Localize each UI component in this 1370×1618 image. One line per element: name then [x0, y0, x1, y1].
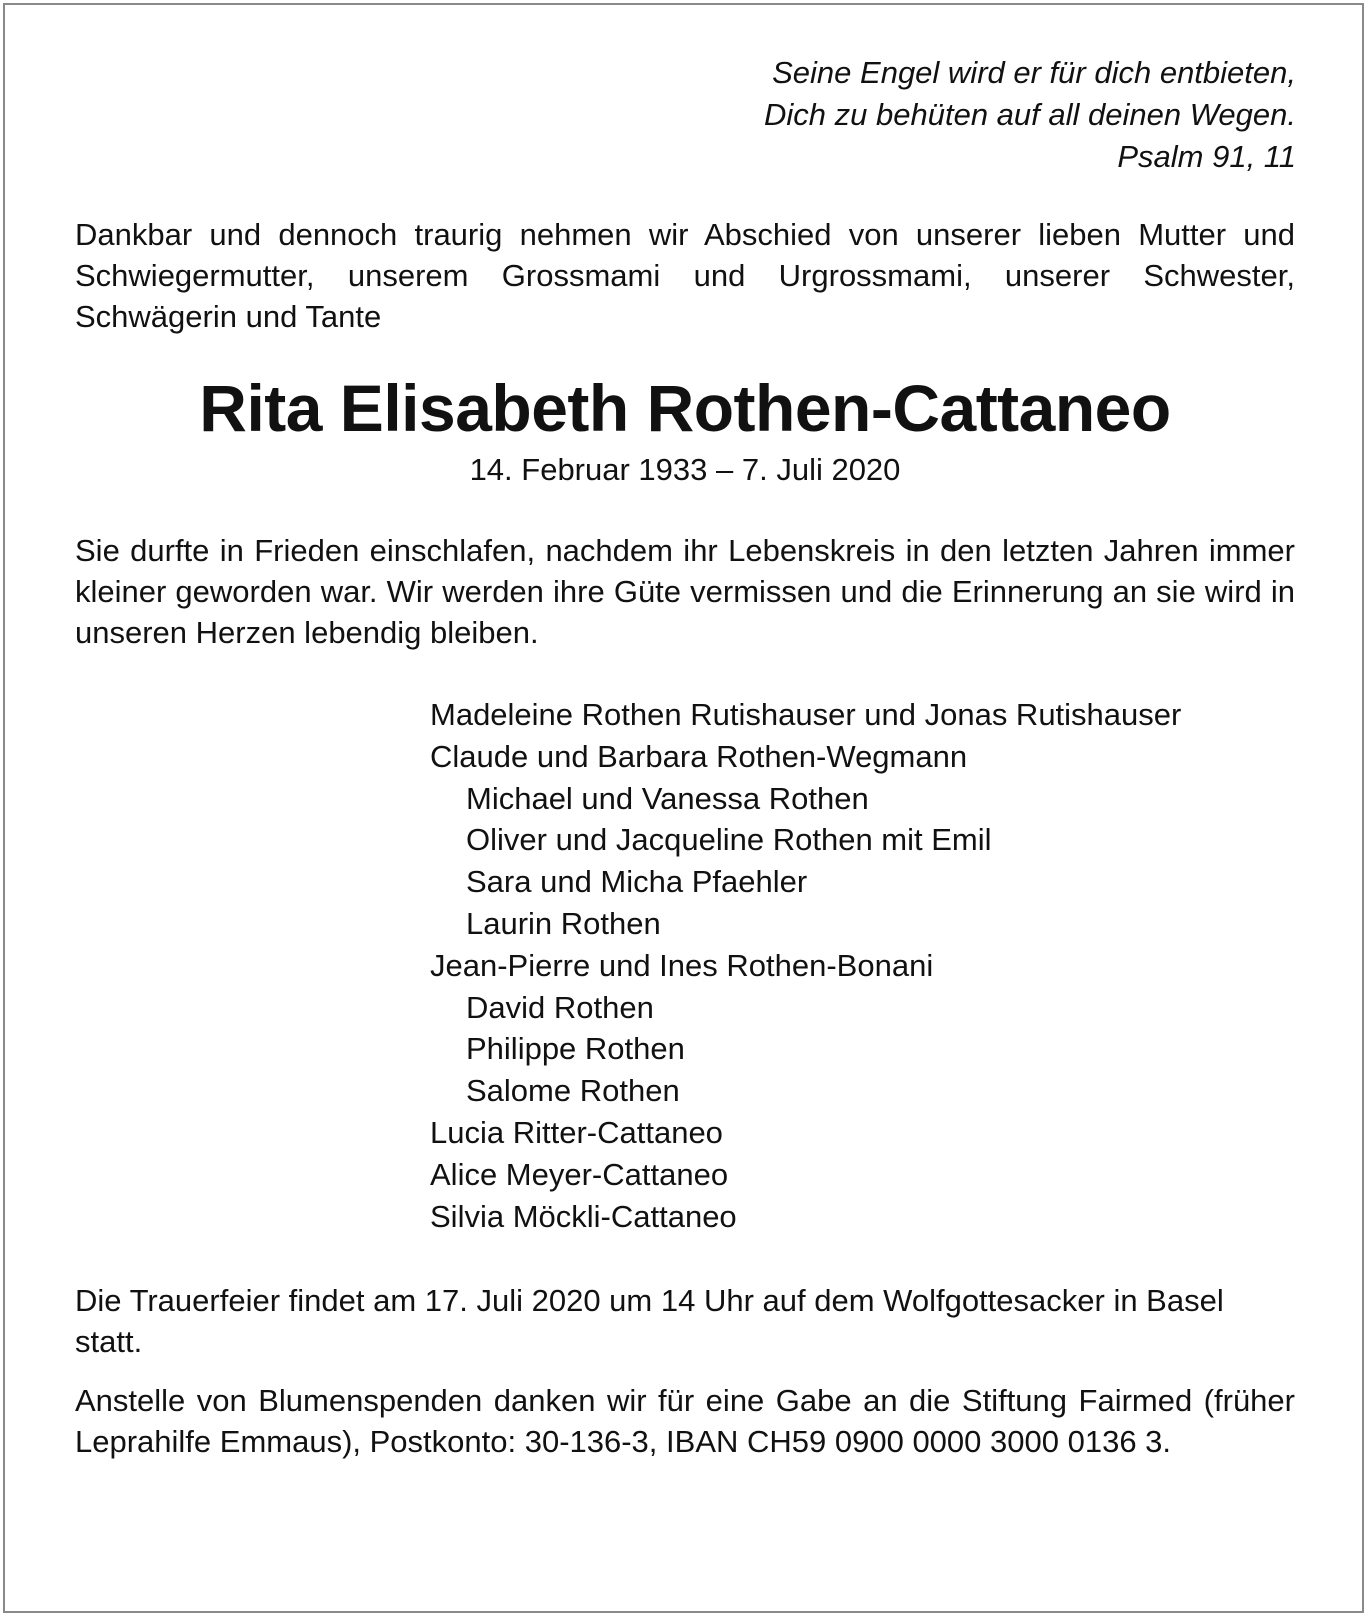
family-member: Jean-Pierre und Ines Rothen-Bonani: [430, 947, 934, 983]
family-member: Claude und Barbara Rothen-Wegmann: [430, 738, 968, 774]
verse-line: Seine Engel wird er für dich entbieten,: [772, 55, 1296, 90]
family-member: Madeleine Rothen Rutishauser und Jonas Rutishauser: [430, 697, 1182, 732]
deceased-name: Rita Elisabeth Rothen-Cattaneo: [199, 371, 1171, 445]
family-member: Oliver und Jacqueline Rothen mit Emil: [466, 822, 992, 858]
verse-reference: Psalm 91, 11: [1117, 139, 1296, 174]
closing-paragraph: Sie durfte in Frieden einschlafen, nachdem ihr Lebenskreis in den letzten Jahren immer kleiner geworden war. Wir werden ihre Güte vermissen und die Erinnerung an sie wird in unseren Herzen lebendig bleiben.: [75, 533, 1295, 650]
intro-paragraph: Dankbar und dennoch traurig nehmen wir Abschied von unserer lieben Mutter und Schwiegermutter, unserem Grossmami und Urgrossmami, unserer Schwester, Schwägerin und Tante: [75, 217, 1295, 334]
funeral-info: Die Trauerfeier findet am 17. Juli 2020 um 14 Uhr auf dem Wolfgottesacker in Basel statt.: [75, 1283, 1224, 1360]
family-member: Sara und Micha Pfaehler: [466, 864, 808, 900]
family-member: Philippe Rothen: [466, 1031, 685, 1067]
family-member: Salome Rothen: [466, 1073, 680, 1109]
obituary-notice: [75, 52, 1295, 1462]
family-member: Laurin Rothen: [466, 905, 661, 941]
bible-verse: [75, 52, 1296, 178]
family-list: [430, 694, 1295, 1237]
life-dates: 14. Februar 1933 – 7. Juli 2020: [469, 452, 901, 487]
family-member: Lucia Ritter-Cattaneo: [430, 1114, 723, 1150]
family-member: Silvia Möckli-Cattaneo: [430, 1198, 737, 1234]
family-member: David Rothen: [466, 989, 654, 1025]
verse-line: Dich zu behüten auf all deinen Wegen.: [764, 97, 1296, 132]
donation-info: Anstelle von Blumenspenden danken wir für eine Gabe an die Stiftung Fairmed (früher Leprahilfe Emmaus), Postkonto: 30-136-3, IBAN CH59 0900 0000 3000 0136 3.: [75, 1383, 1295, 1460]
family-member: Alice Meyer-Cattaneo: [430, 1156, 729, 1192]
family-member: Michael und Vanessa Rothen: [466, 780, 869, 816]
